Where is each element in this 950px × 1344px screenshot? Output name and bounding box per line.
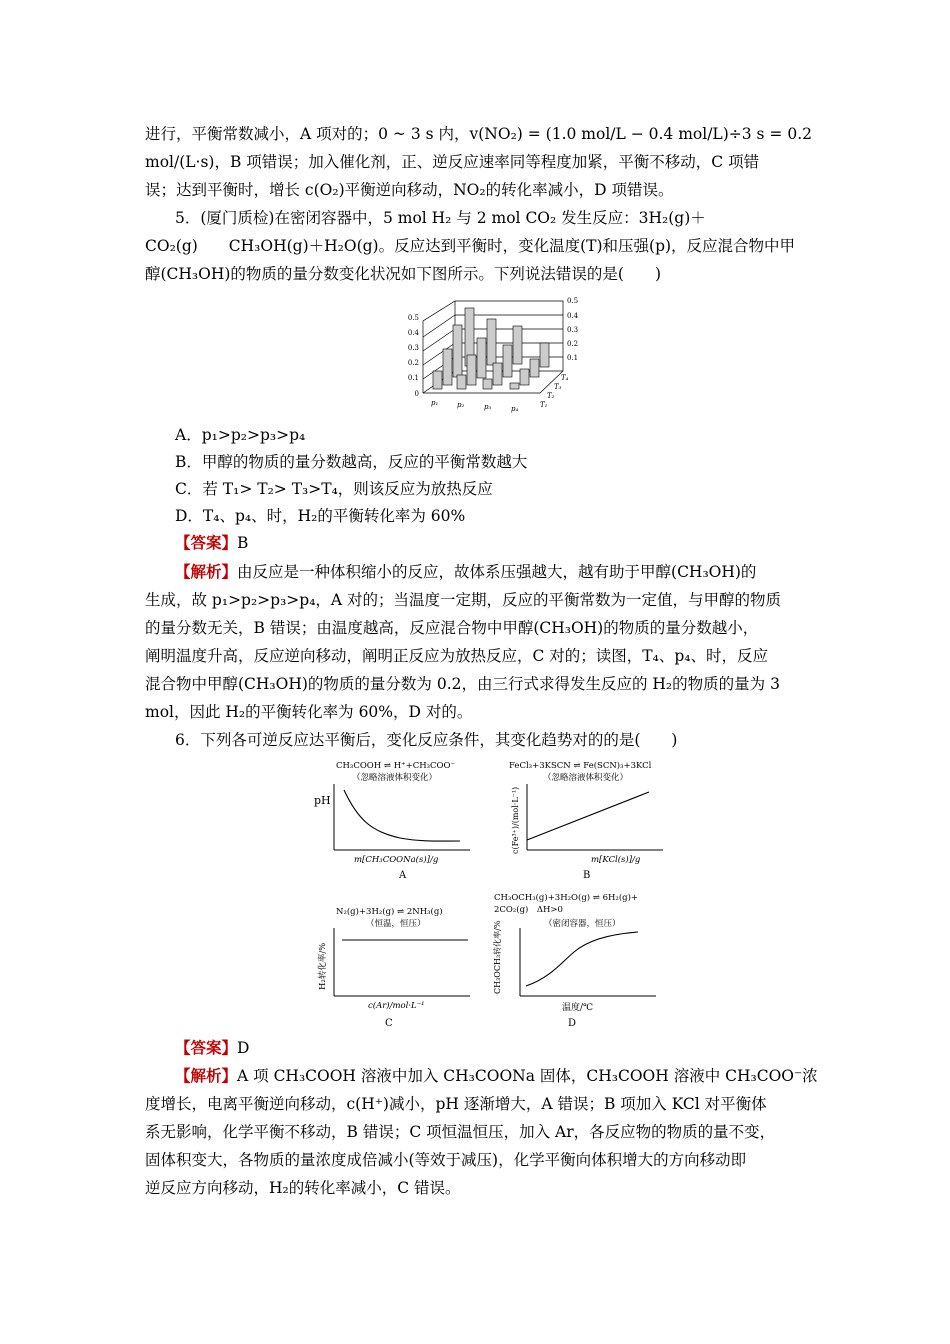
option-d: D．T₄、p₄、时，H₂的平衡转化率为 60%	[175, 507, 466, 525]
y-tick-label: 0.4	[567, 312, 579, 320]
answer-5	[175, 533, 840, 553]
graph-d-equation: CH₃OCH₃(g)+3H₂O(g) ⇌ 6H₂(g)+	[494, 893, 639, 903]
answer-6	[175, 1038, 840, 1058]
analysis-6-line: 度增长，电离平衡逆向移动，c(H⁺)减小，pH 逐渐增大，A 错误；B 项加入 KCl 对平衡体	[145, 1095, 767, 1113]
option-b: B．甲醇的物质的量分数越高，反应的平衡常数越大	[175, 453, 528, 471]
answer-value: D	[237, 1039, 250, 1057]
question-5-stem: 醇(CH₃OH)的物质的量分数变化状况如下图所示。下列说法错误的是( )	[145, 265, 662, 283]
graph-d-equation-2: 2CO₂(g) ΔH>0	[494, 905, 563, 915]
y-tick-label: 0.5	[567, 297, 579, 305]
y-tick-label: 0.3	[407, 344, 419, 352]
analysis-6-line	[175, 1066, 840, 1086]
depth-label: T₄	[561, 374, 569, 382]
graph-c-ylabel: H₂转化率/%	[318, 942, 328, 990]
option-a: A．p₁>p₂>p₃>p₄	[175, 426, 306, 444]
y-tick-label: 0.1	[407, 374, 419, 382]
graph-c-xlabel: c(Ar)/mol·L⁻¹	[368, 1001, 425, 1011]
graph-c	[310, 888, 490, 1033]
analysis-5-line: mol，因此 H₂的平衡转化率为 60%，D 对的。	[145, 703, 473, 721]
analysis-5-line: 阐明温度升高，反应逆向移动，阐明正反应为放热反应，C 对的；读图，T₄、p₄、时，反应	[145, 647, 768, 665]
question-5-stem: CO₂(g) CH₃OH(g)＋H₂O(g)。反应达到平衡时，变化温度(T)和压强(p)，反应混合物中甲	[145, 237, 796, 255]
question-5-stem: 5．(厦门质检)在密闭容器中，5 mol H₂ 与 2 mol CO₂ 发生反应：3H₂(g)＋	[175, 209, 706, 227]
graph-a-note: （忽略溶液体积变化）	[352, 773, 438, 783]
y-tick-label: 0.5	[407, 314, 419, 322]
graph-d-note: （密闭容器，恒压）	[544, 919, 621, 929]
analysis-text: 由反应是一种体积缩小的反应，故体系压强越大，越有助于甲醇(CH₃OH)的	[237, 563, 757, 581]
graph-d-xlabel: 温度/℃	[562, 1003, 594, 1013]
y-tick-label: 0.1	[567, 354, 579, 362]
graph-a-tag: A	[399, 870, 407, 881]
analysis-5-line: 混合物中甲醇(CH₃OH)的物质的量分数为 0.2，由三行式求得发生反应的 H₂的物质的量为 3	[145, 675, 780, 693]
graph-d	[488, 888, 688, 1033]
analysis-label: 【解析】	[175, 562, 238, 581]
text-line: mol/(L·s)，B 项错误；加入催化剂，正、逆反应速率同等程度加紧，平衡不移动，C 项错	[145, 153, 760, 171]
ph-curve	[344, 790, 460, 841]
x-label: p₄	[511, 405, 519, 413]
graph-d-tag: D	[568, 1018, 577, 1029]
graph-b-equation: FeCl₃+3KSCN ⇌ Fe(SCN)₃+3KCl	[509, 761, 652, 771]
depth-label: T₂	[547, 392, 555, 400]
analysis-label: 【解析】	[175, 1066, 238, 1085]
graph-d-ylabel: CH₃OCH₃转化率/%	[493, 920, 502, 994]
analysis-5-line	[175, 562, 840, 582]
graph-a-ylabel: pH	[314, 794, 331, 807]
analysis-text: A 项 CH₃COOH 溶液中加入 CH₃COONa 固体，CH₃COOH 溶液中 CH₃COO⁻浓	[237, 1067, 818, 1085]
analysis-6-line: 系无影响，化学平衡不移动，B 错误；C 项恒温恒压，加入 Ar，各反应物的物质的量不变，	[145, 1123, 776, 1141]
conversion-curve	[526, 932, 638, 986]
graph-b-ylabel: c(Fe³⁺)/(mol·L⁻¹)	[511, 786, 520, 854]
question-6-stem: 6．下列各可逆反应达平衡后，变化反应条件，其变化趋势对的的是( )	[175, 731, 678, 749]
depth-label: T₃	[554, 383, 562, 391]
graph-b-note: （忽略溶液体积变化）	[543, 773, 629, 783]
answer-value: B	[237, 534, 249, 552]
analysis-5-line: 的量分数无关，B 错误；由温度越高，反应混合物中甲醇(CH₃OH)的物质的量分数越小，	[145, 619, 759, 637]
graph-a-equation: CH₃COOH ⇌ H⁺+CH₃COO⁻	[336, 761, 455, 771]
text-line: 误；达到平衡时，增长 c(O₂)平衡逆向移动，NO₂的转化率减小，D 项错误。	[145, 181, 674, 199]
depth-label: T₁	[540, 401, 548, 409]
y-tick-label: 0	[414, 390, 419, 398]
fe-line	[527, 792, 649, 840]
answer-label: 【答案】	[175, 1038, 238, 1057]
graph-b-xlabel: m[KCl(s)]/g	[591, 855, 641, 865]
graph-c-tag: C	[385, 1018, 393, 1029]
figure-3d-bar-chart	[395, 293, 595, 418]
analysis-5-line: 生成，故 p₁>p₂>p₃>p₄，A 对的；当温度一定期，反应的平衡常数为一定值，与甲醇的物质	[145, 591, 782, 609]
graph-c-note: （恒温，恒压）	[366, 919, 426, 929]
y-tick-label: 0.4	[407, 329, 419, 337]
y-tick-label: 0.2	[407, 359, 419, 367]
y-tick-label: 0.3	[567, 326, 579, 334]
graph-a-xlabel: m[CH₃COONa(s)]/g	[354, 855, 439, 865]
text-line: 进行，平衡常数减小，A 项对的；0 ~ 3 s 内，v(NO₂) = (1.0 mol/L − 0.4 mol/L)÷3 s = 0.2	[145, 125, 812, 143]
graph-c-equation: N₂(g)+3H₂(g) ⇌ 2NH₃(g)	[336, 907, 443, 917]
answer-label: 【答案】	[175, 533, 238, 552]
analysis-6-line: 逆反应方向移动，H₂的转化率减小，C 错误。	[145, 1179, 461, 1197]
y-tick-label: 0.2	[567, 340, 579, 348]
graph-a	[310, 756, 490, 886]
graph-b-tag: B	[583, 870, 591, 881]
x-label: p₃	[484, 403, 492, 411]
analysis-6-line: 固体积变大，各物质的量浓度成倍减小(等效于减压)，化学平衡向体积增大的方向移动即	[145, 1151, 747, 1169]
option-c: C．若 T₁> T₂> T₃>T₄，则该反应为放热反应	[175, 480, 493, 498]
graph-b	[503, 756, 683, 886]
x-label: p₁	[431, 399, 439, 407]
x-label: p₂	[457, 401, 465, 409]
